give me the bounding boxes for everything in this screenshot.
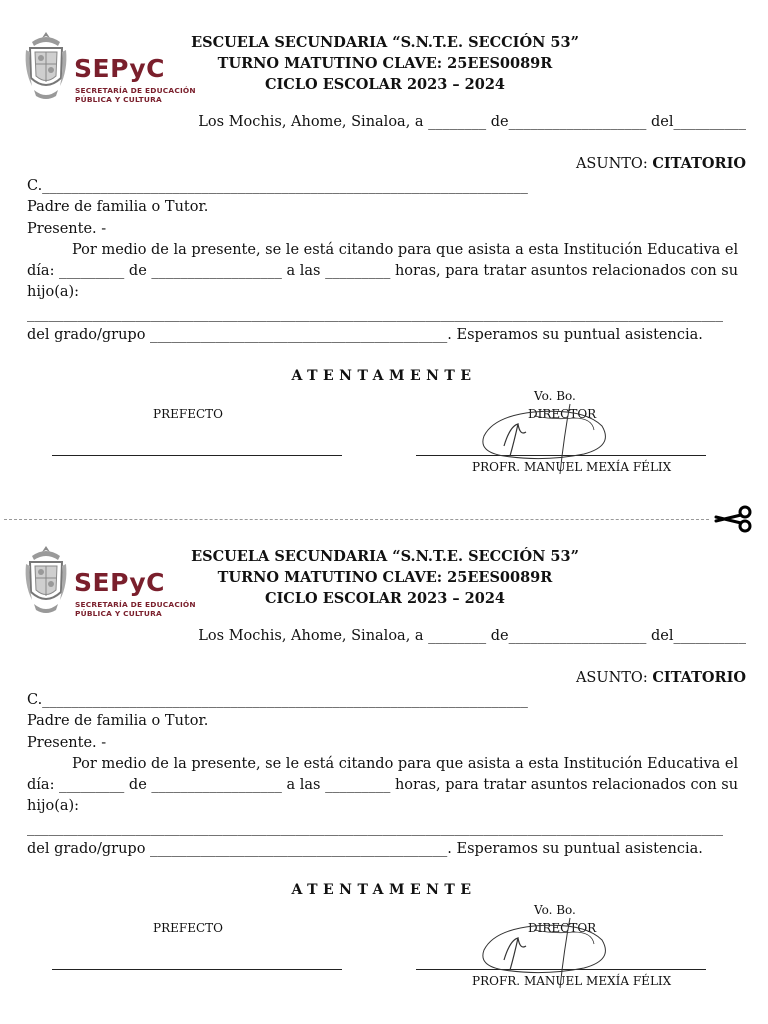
brand-name: SEPyC — [74, 54, 166, 83]
recipient-role: Padre de familia o Tutor. — [27, 199, 209, 216]
brand-sub-line-1: SECRETARÍA DE EDUCACIÓN — [75, 600, 196, 609]
brand-subtitle — [75, 86, 196, 104]
director-name: PROFR. MANUEL MEXÍA FÉLIX — [472, 460, 672, 474]
shift-key: TURNO MATUTINO CLAVE: 25EES0089R — [217, 55, 553, 72]
director-label: DIRECTOR — [528, 921, 597, 935]
subject-label: ASUNTO: — [575, 156, 653, 172]
subject-value: CITATORIO — [652, 669, 746, 686]
director-label: DIRECTOR — [528, 407, 597, 421]
presente-line: Presente. - — [27, 734, 107, 751]
prefecto-signature-line — [52, 969, 342, 970]
closing-atentamente: ATENTAMENTE — [291, 368, 477, 384]
place-date-line: Los Mochis, Ahome, Sinaloa, a ________ de___________________ del__________ — [198, 114, 746, 130]
recipient-line: C.___________________________________________________________________ — [27, 692, 528, 708]
recipient-role: Padre de familia o Tutor. — [27, 713, 209, 730]
vobo-label: Vo. Bo. — [534, 903, 576, 917]
presente-line: Presente. - — [27, 220, 107, 237]
closing-atentamente: ATENTAMENTE — [291, 882, 477, 898]
letter-paragraph: Por medio de la presente, se le está citando para que asista a esta Institución Educativa el día: _________ de __________________ a las _________ horas, para tratar asuntos relacionados con su hijo(a): ________________________________________________________________________________________________ del grado/grupo _________________________________________. Esperamos su puntual asistencia. — [27, 241, 739, 344]
citatorio-form-bottom — [0, 514, 768, 1014]
recipient-line: C.___________________________________________________________________ — [27, 178, 528, 194]
state-crest-icon — [24, 544, 68, 618]
state-crest-icon — [24, 30, 68, 104]
subject-line — [576, 669, 746, 686]
subject-line — [576, 155, 746, 172]
place-date-line: Los Mochis, Ahome, Sinaloa, a ________ de___________________ del__________ — [198, 628, 746, 644]
shift-key: TURNO MATUTINO CLAVE: 25EES0089R — [217, 569, 553, 586]
brand-sub-line-1: SECRETARÍA DE EDUCACIÓN — [75, 86, 196, 95]
subject-label: ASUNTO: — [575, 670, 653, 686]
prefecto-label: PREFECTO — [153, 407, 223, 421]
subject-value: CITATORIO — [652, 155, 746, 172]
brand-subtitle — [75, 600, 196, 618]
brand-sub-line-2: PÚBLICA Y CULTURA — [75, 609, 162, 618]
school-year: CICLO ESCOLAR 2023 – 2024 — [264, 590, 506, 607]
brand-sub-line-2: PÚBLICA Y CULTURA — [75, 95, 162, 104]
letter-paragraph: Por medio de la presente, se le está citando para que asista a esta Institución Educativa el día: _________ de __________________ a las _________ horas, para tratar asuntos relacionados con su hijo(a): ________________________________________________________________________________________________ del grado/grupo _________________________________________. Esperamos su puntual asistencia. — [27, 755, 739, 858]
letter-body — [27, 176, 749, 346]
citatorio-form-top — [0, 0, 768, 500]
letter-body — [27, 690, 749, 860]
brand-name: SEPyC — [74, 568, 166, 597]
school-year: CICLO ESCOLAR 2023 – 2024 — [264, 76, 506, 93]
prefecto-signature-line — [52, 455, 342, 456]
school-name: ESCUELA SECUNDARIA “S.N.T.E. SECCIÓN 53” — [191, 548, 579, 565]
prefecto-label: PREFECTO — [153, 921, 223, 935]
sepyc-logo — [24, 30, 200, 110]
school-name: ESCUELA SECUNDARIA “S.N.T.E. SECCIÓN 53” — [191, 34, 579, 51]
vobo-label: Vo. Bo. — [534, 389, 576, 403]
director-name: PROFR. MANUEL MEXÍA FÉLIX — [472, 974, 672, 988]
sepyc-logo — [24, 544, 200, 624]
